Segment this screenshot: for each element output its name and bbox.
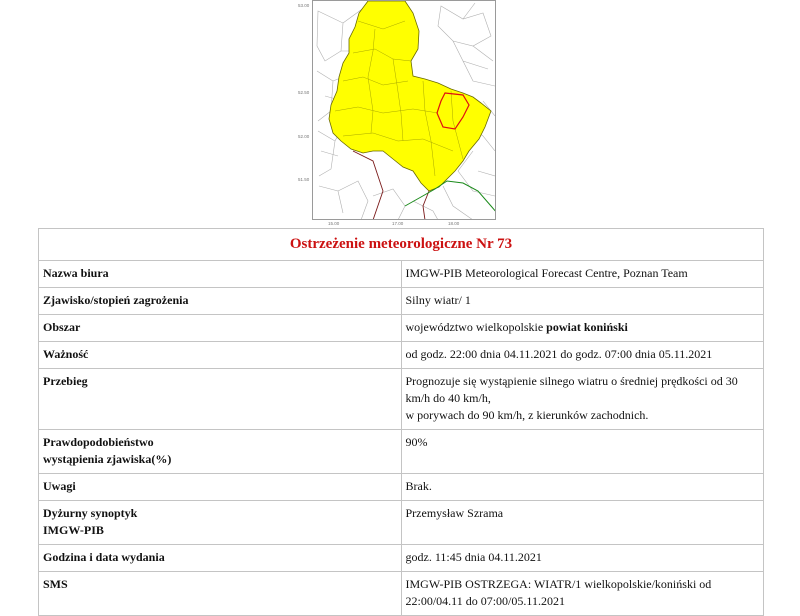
area-text: województwo wielkopolskie <box>405 320 544 334</box>
row-label: Przebieg <box>39 369 402 430</box>
lon-tick-label: 15.00 <box>328 221 340 226</box>
row-label: Ważność <box>39 342 402 369</box>
lat-tick-label: 53.00 <box>298 3 310 8</box>
description-line-1: Prognozuje się wystąpienie silnego wiatru o średniej prędkości od 30 km/h do 40 km/h, <box>405 374 738 405</box>
row-value: od godz. 22:00 dnia 04.11.2021 do godz. 07:00 dnia 05.11.2021 <box>401 342 764 369</box>
row-value: 90% <box>401 430 764 474</box>
table-row <box>39 501 764 545</box>
title-row <box>39 229 764 261</box>
row-label <box>39 430 402 474</box>
table-row <box>39 430 764 474</box>
lat-tick-label: 51.50 <box>298 177 310 182</box>
row-label: SMS <box>39 572 402 616</box>
table-row <box>39 288 764 315</box>
description-line-2: w porywach do 90 km/h, z kierunków zachodnich. <box>405 408 649 422</box>
table-row <box>39 474 764 501</box>
row-value: Brak. <box>401 474 764 501</box>
table-row <box>39 545 764 572</box>
lon-tick-label: 18.00 <box>448 221 460 226</box>
row-label <box>39 501 402 545</box>
row-label-line-1: Dyżurny synoptyk <box>43 506 138 520</box>
row-label: Uwagi <box>39 474 402 501</box>
row-value: Przemysław Szrama <box>401 501 764 545</box>
row-label-line-1: Prawdopodobieństwo <box>43 435 154 449</box>
lat-tick-label: 52.50 <box>298 90 310 95</box>
warning-map <box>296 0 510 224</box>
table-row <box>39 369 764 430</box>
table-row <box>39 315 764 342</box>
row-value: IMGW-PIB Meteorological Forecast Centre, Poznan Team <box>401 261 764 288</box>
lat-tick-label: 52.00 <box>298 134 310 139</box>
table-row <box>39 342 764 369</box>
row-value: Silny wiatr/ 1 <box>401 288 764 315</box>
row-label: Godzina i data wydania <box>39 545 402 572</box>
row-label: Obszar <box>39 315 402 342</box>
warning-area <box>329 1 491 191</box>
warning-table <box>38 228 764 616</box>
row-label-line-2: wystąpienia zjawiska(%) <box>43 452 172 466</box>
row-label: Nazwa biura <box>39 261 402 288</box>
row-value <box>401 369 764 430</box>
neighbor-outline <box>405 181 496 213</box>
map-frame <box>312 0 496 220</box>
area-powiat: powiat koniński <box>546 320 628 334</box>
lon-tick-label: 17.00 <box>392 221 404 226</box>
map-svg <box>313 1 496 220</box>
warning-title: Ostrzeżenie meteorologiczne Nr 73 <box>39 229 764 261</box>
row-label: Zjawisko/stopień zagrożenia <box>39 288 402 315</box>
row-label-line-2: IMGW-PIB <box>43 523 104 537</box>
row-value <box>401 315 764 342</box>
row-value: godz. 11:45 dnia 04.11.2021 <box>401 545 764 572</box>
table-row <box>39 261 764 288</box>
row-value: IMGW-PIB OSTRZEGA: WIATR/1 wielkopolskie/koniński od 22:00/04.11 do 07:00/05.11.2021 <box>401 572 764 616</box>
table-row <box>39 572 764 616</box>
